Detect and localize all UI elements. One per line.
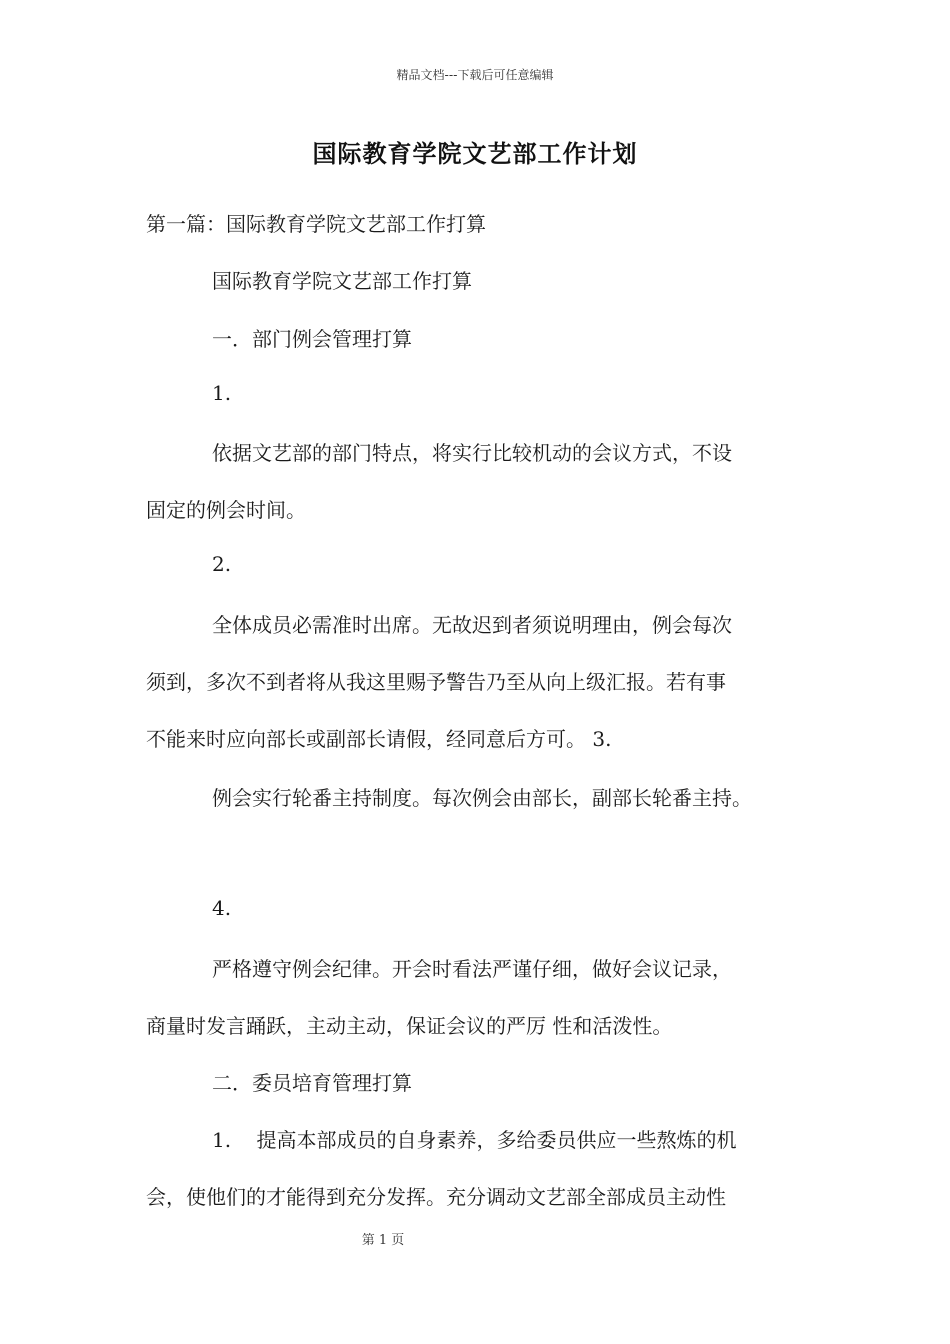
paragraph-line: 须到，多次不到者将从我这里赐予警告乃至从向上级汇报。若有事 <box>146 670 726 694</box>
heading-meeting-plan: 一．部门例会管理打算 <box>212 327 412 351</box>
paragraph-line: 固定的例会时间。 <box>146 498 306 522</box>
paragraph-line: 会，使他们的才能得到充分发挥。充分调动文艺部全部成员主动性 <box>146 1185 726 1209</box>
paragraph-line: 商量时发言踊跃，主动主动，保证会议的严厉 性和活泼性。 <box>146 1014 673 1038</box>
document-title: 国际教育学院文艺部工作计划 <box>312 139 638 168</box>
paragraph-line: 严格遵守例会纪律。开会时看法严谨仔细，做好会议记录， <box>212 957 732 981</box>
item-number: 4. <box>212 896 232 920</box>
subtitle: 国际教育学院文艺部工作打算 <box>212 269 472 293</box>
paragraph-line: 1. 提高本部成员的自身素养，多给委员供应一些熬炼的机 <box>212 1128 737 1152</box>
paragraph-line: 例会实行轮番主持制度。每次例会由部长，副部长轮番主持。 <box>212 786 752 810</box>
paragraph-line: 全体成员必需准时出席。无故迟到者须说明理由，例会每次 <box>212 613 732 637</box>
page-number: 第 1 页 <box>361 1233 405 1248</box>
item-number: 1. <box>212 381 232 405</box>
paragraph-line: 不能来时应向部长或副部长请假，经同意后方可。 3. <box>146 727 612 751</box>
paragraph-line: 依据文艺部的部门特点，将实行比较机动的会议方式，不设 <box>212 441 732 465</box>
heading-member-training: 二．委员培育管理打算 <box>212 1071 412 1095</box>
header-note: 精品文档---下载后可任意编辑 <box>396 68 554 82</box>
item-number: 2. <box>212 552 232 576</box>
section-heading: 第一篇：国际教育学院文艺部工作打算 <box>146 212 486 236</box>
